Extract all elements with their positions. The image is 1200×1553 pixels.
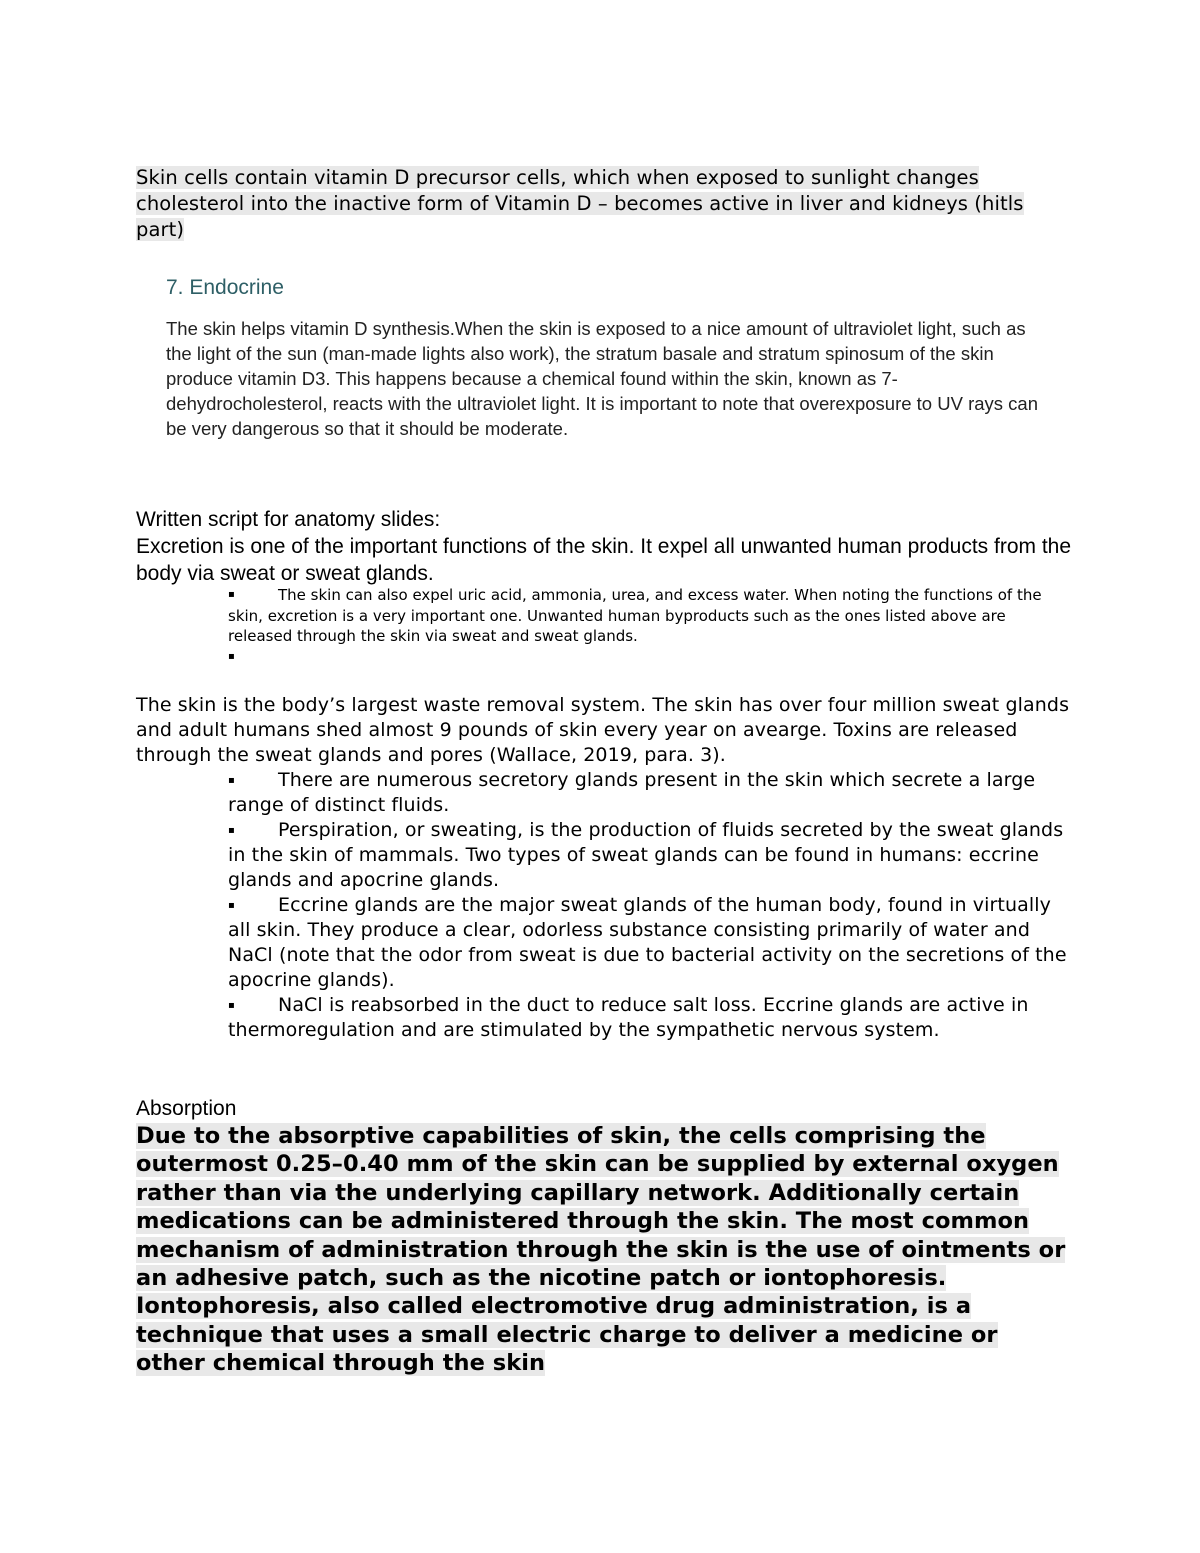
absorption-text: Due to the absorptive capabilities of skin, the cells comprising the outermost 0.25–0.40 mm of the skin can be supplied by external oxygen rather than via the underlying capillary network. Additionally certain medications can be administered through the skin. The most common mechanism of administration through the skin is the use of ointments or an adhesive patch, such as the nicotine patch or iontophoresis. Iontophoresis, also called electromotive drug administration, is a technique that uses a small electric charge to deliver a medicine or other chemical through the skin xyxy=(136,1123,1066,1377)
bullet-text: The skin can also expel uric acid, ammonia, urea, and excess water. When noting the functions of the skin, excretion is a very important one. Unwanted human byproducts such as the ones listed above are released through the skin via sweat and sweat glands. xyxy=(228,586,1042,646)
list-item xyxy=(228,585,1068,647)
bullet-icon: ▪ xyxy=(228,589,235,601)
script-intro: Excretion is one of the important functions of the skin. It expel all unwanted human products from the body via sweat or sweat glands. xyxy=(136,535,1072,585)
list-item xyxy=(228,993,1068,1043)
endocrine-paragraph: The skin helps vitamin D synthesis.When the skin is exposed to a nice amount of ultraviolet light, such as the light of the sun (man-made lights also work), the stratum basale and stratum spinosum of the skin produce vitamin D3. This happens because a chemical found within the skin, known as 7-dehydrocholesterol, reacts with the ultraviolet light. It is important to note that overexposure to UV rays can be very dangerous so that it should be moderate. xyxy=(166,318,1038,439)
bullet-icon: ▪ xyxy=(228,900,235,911)
bullet-text: There are numerous secretory glands present in the skin which secrete a large range of distinct fluids. xyxy=(228,769,1036,816)
list-item-empty xyxy=(228,647,1068,669)
script-title: Written script for anatomy slides: xyxy=(136,508,441,531)
absorption-paragraph xyxy=(136,1122,1071,1378)
absorption-heading: Absorption xyxy=(136,1097,237,1120)
bullet-text: NaCl is reabsorbed in the duct to reduce salt loss. Eccrine glands are active in thermoregulation and are stimulated by the sympathetic nervous system. xyxy=(228,994,1029,1041)
bullet-icon: ▪ xyxy=(228,825,235,836)
excretion-bullet-list xyxy=(228,585,1068,669)
list-item xyxy=(228,818,1068,893)
waste-removal-paragraph: The skin is the body’s largest waste removal system. The skin has over four million sweat glands and adult humans shed almost 9 pounds of skin every year on avearge. Toxins are released through the sweat glands and pores (Wallace, 2019, para. 3). xyxy=(136,694,1070,766)
bullet-icon: ▪ xyxy=(228,775,235,786)
bullet-icon: ▪ xyxy=(228,1000,235,1011)
list-item xyxy=(228,768,1068,818)
bullet-text: Eccrine glands are the major sweat glands of the human body, found in virtually all skin. They produce a clear, odorless substance consisting primarily of water and NaCl (note that the odor from sweat is due to bacterial activity on the secretions of the apocrine glands). xyxy=(228,894,1067,991)
vitamin-d-note xyxy=(136,165,1071,243)
script-section xyxy=(136,506,1076,587)
endocrine-heading: 7. Endocrine xyxy=(166,276,284,299)
bullet-icon: ▪ xyxy=(228,651,235,662)
vitamin-d-note-text: Skin cells contain vitamin D precursor cells, which when exposed to sunlight changes cholesterol into the inactive form of Vitamin D – becomes active in liver and kidneys (hitls part) xyxy=(136,166,1024,241)
bullet-text: Perspiration, or sweating, is the production of fluids secreted by the sweat glands in the skin of mammals. Two types of sweat glands can be found in humans: eccrine glands and apocrine glands. xyxy=(228,819,1064,891)
sweat-glands-bullet-list xyxy=(228,768,1068,1043)
list-item xyxy=(228,893,1068,993)
